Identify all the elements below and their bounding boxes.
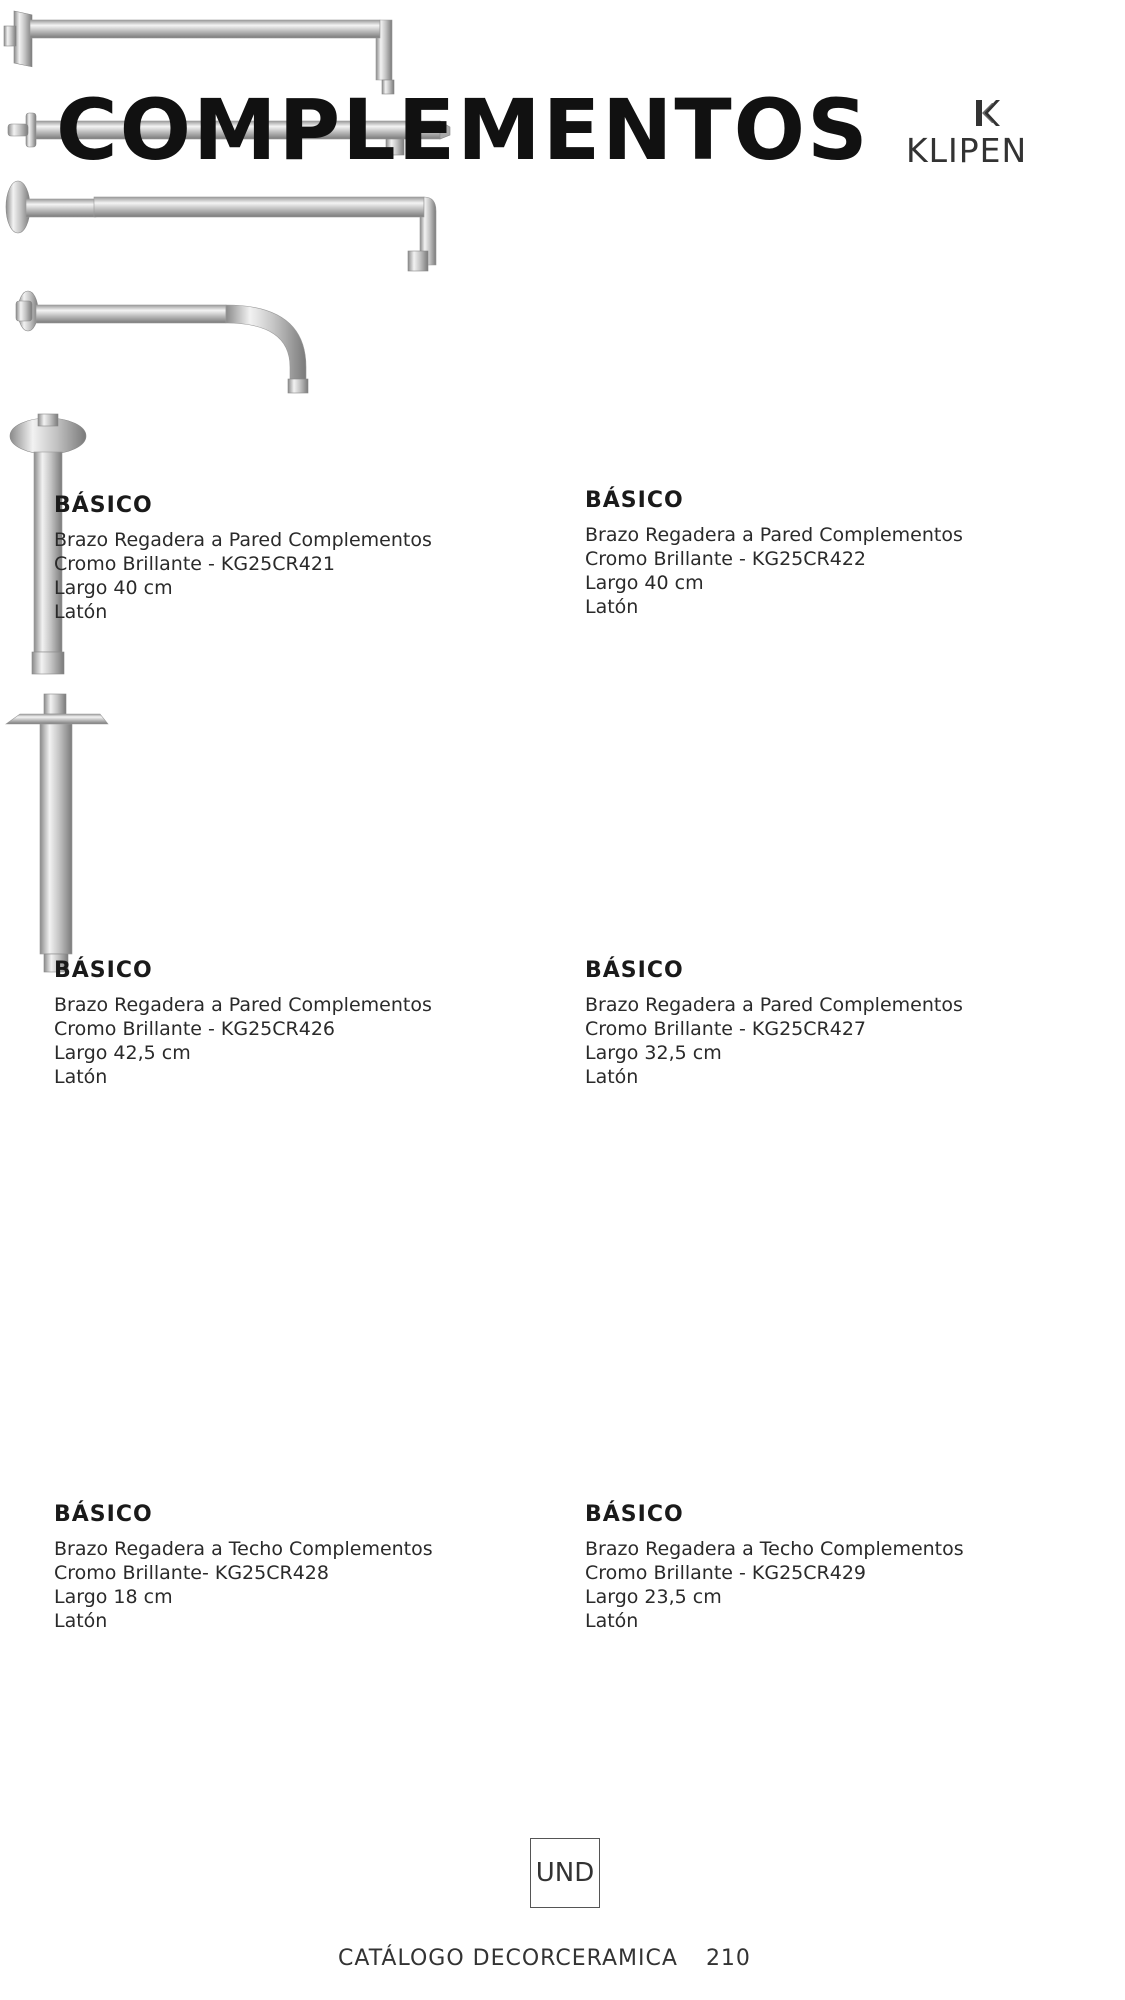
brand-name: KLIPEN: [906, 131, 1028, 170]
page-number: 210: [705, 1946, 751, 1971]
unit-badge: UND: [530, 1838, 600, 1908]
brand-logo: [906, 98, 1028, 168]
wall-shower-arm-curved-image: [0, 287, 320, 402]
product-category: BÁSICO: [54, 1502, 153, 1527]
page-footer: [338, 1946, 751, 1971]
catalog-name: CATÁLOGO DECORCERAMICA: [338, 1946, 678, 1971]
product-description: Brazo Regadera a Pared Complementos Cromo Brillante - KG25CR422 Largo 40 cm Latón: [585, 524, 963, 618]
product-description: Brazo Regadera a Pared Complementos Cromo Brillante - KG25CR427 Largo 32,5 cm Latón: [585, 994, 963, 1088]
wall-shower-arm-round-image: [0, 173, 440, 283]
product-description: Brazo Regadera a Pared Complementos Cromo Brillante - KG25CR426 Largo 42,5 cm Latón: [54, 994, 432, 1088]
product-category: BÁSICO: [54, 958, 153, 983]
product-description: Brazo Regadera a Techo Complementos Cromo Brillante - KG25CR429 Largo 23,5 cm Latón: [585, 1538, 964, 1632]
product-category: BÁSICO: [585, 1502, 684, 1527]
page-title: COMPLEMENTOS: [56, 81, 870, 179]
product-category: BÁSICO: [54, 493, 153, 518]
product-description: Brazo Regadera a Pared Complementos Cromo Brillante - KG25CR421 Largo 40 cm Latón: [54, 529, 432, 623]
product-category: BÁSICO: [585, 958, 684, 983]
klipen-logo-icon: [972, 98, 1002, 128]
product-description: Brazo Regadera a Techo Complementos Cromo Brillante- KG25CR428 Largo 18 cm Latón: [54, 1538, 433, 1632]
product-category: BÁSICO: [585, 488, 684, 513]
ceiling-shower-arm-square-image: [0, 690, 110, 980]
